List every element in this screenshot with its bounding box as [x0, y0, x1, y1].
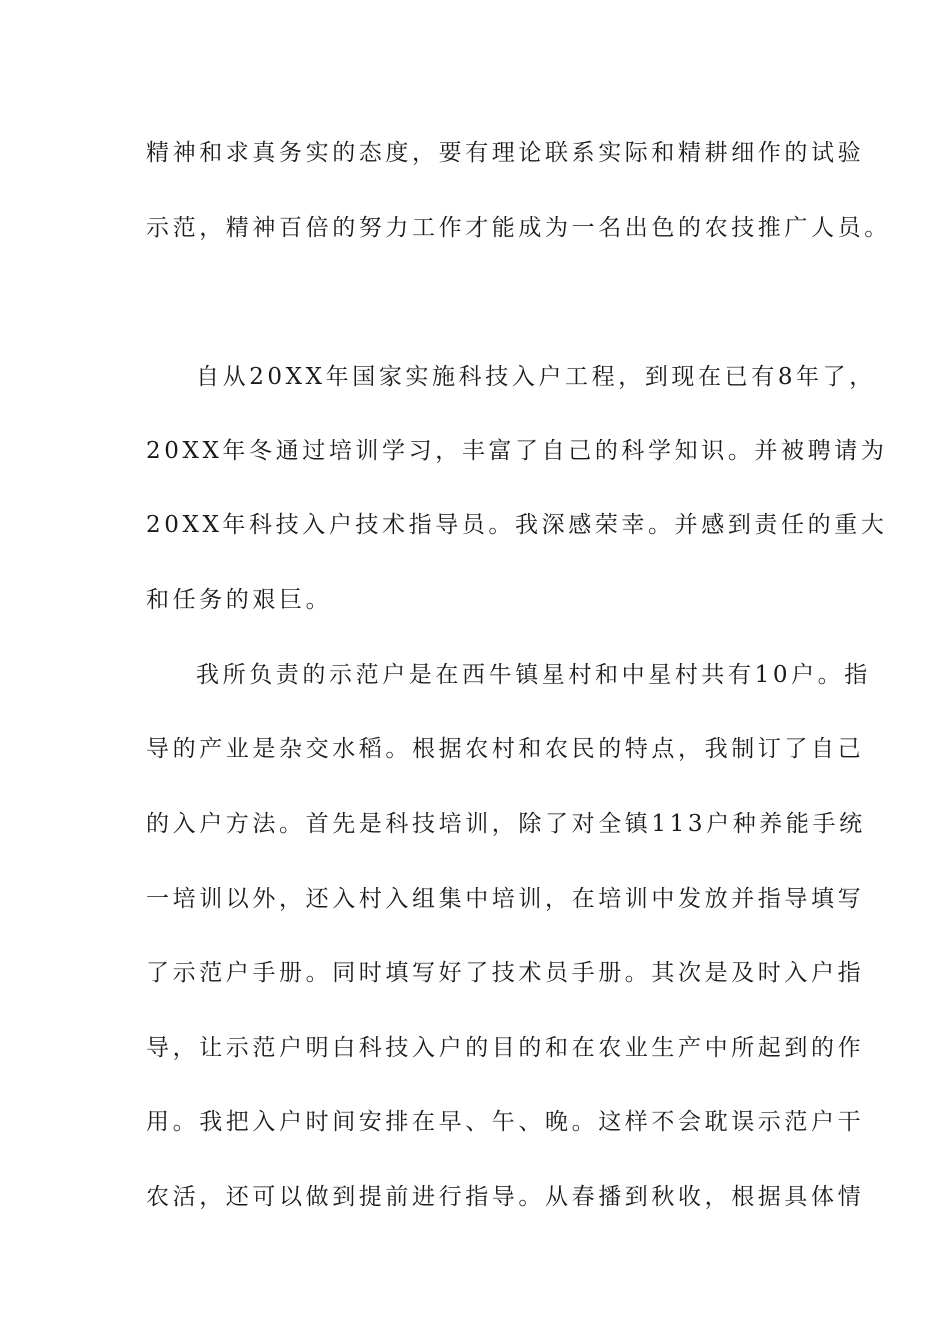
text-line: 一培训以外，还入村入组集中培训，在培训中发放并指导填写 — [146, 886, 865, 912]
text-line: 的入户方法。首先是科技培训，除了对全镇113户种养能手统 — [146, 811, 866, 837]
text-line: 示范，精神百倍的努力工作才能成为一名出色的农技推广人员。 — [146, 215, 891, 241]
text-line: 20XX年科技入户技术指导员。我深感荣幸。并感到责任的重大 — [146, 512, 888, 538]
text-line: 和任务的艰巨。 — [146, 587, 333, 613]
text-line: 导，让示范户明白科技入户的目的和在农业生产中所起到的作 — [146, 1035, 865, 1061]
text-line: 导的产业是杂交水稻。根据农村和农民的特点，我制订了自己 — [146, 736, 865, 762]
text-line-indented: 自从20XX年国家实施科技入户工程，到现在已有8年了， — [196, 364, 876, 390]
text-line: 精神和求真务实的态度，要有理论联系实际和精耕细作的试验 — [146, 140, 865, 166]
text-line-indented: 我所负责的示范户是在西牛镇星村和中星村共有10户。指 — [196, 662, 871, 688]
text-line: 了示范户手册。同时填写好了技术员手册。其次是及时入户指 — [146, 960, 865, 986]
text-line: 农活，还可以做到提前进行指导。从春播到秋收，根据具体情 — [146, 1184, 865, 1210]
text-line: 用。我把入户时间安排在早、午、晚。这样不会耽误示范户干 — [146, 1109, 865, 1135]
text-line: 20XX年冬通过培训学习，丰富了自己的科学知识。并被聘请为 — [146, 438, 888, 464]
